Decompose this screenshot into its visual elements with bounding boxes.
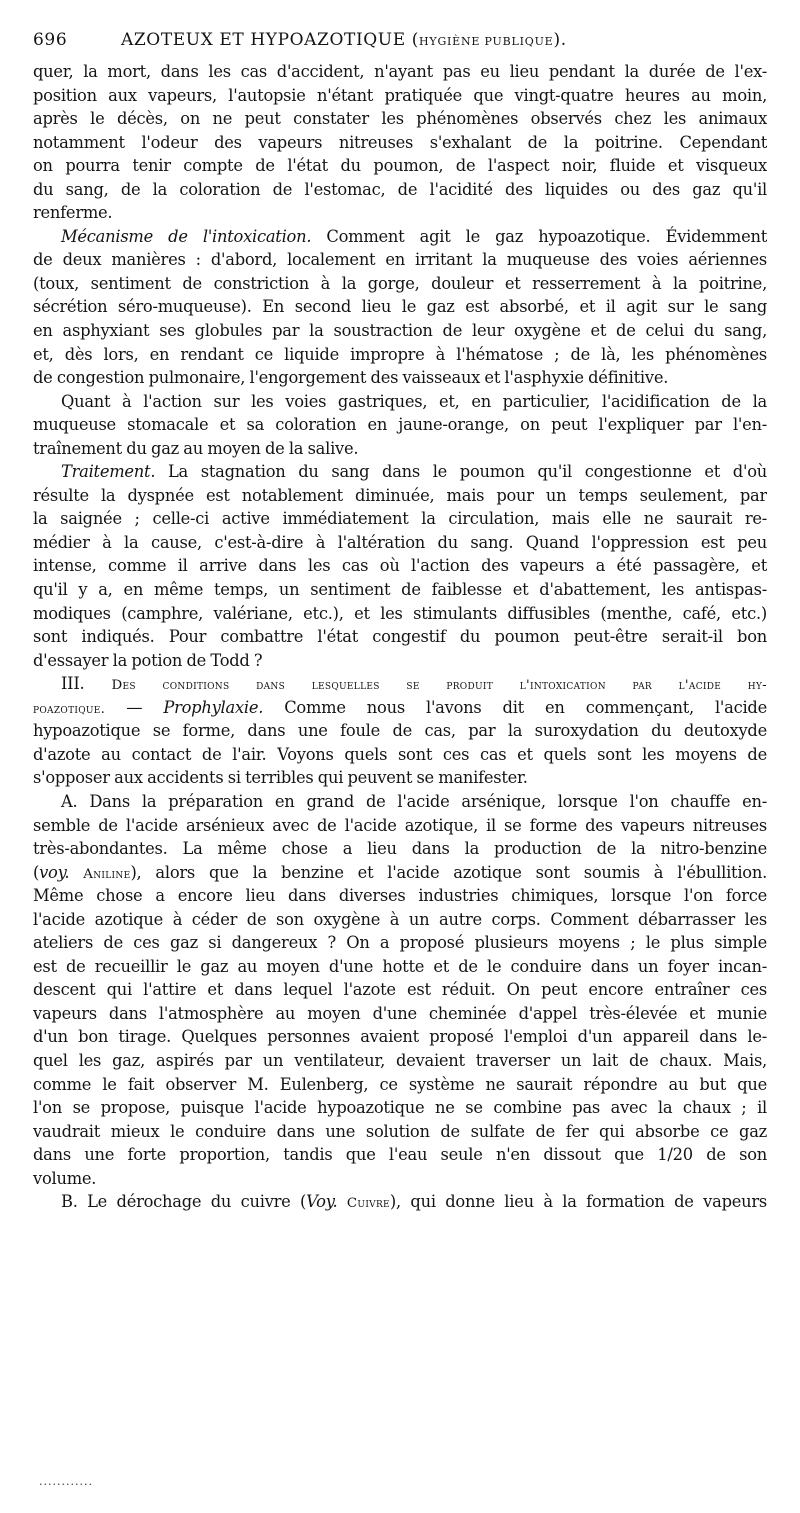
text-line: de congestion pulmonaire, l'engorgement des vaisseaux et l'asphyxie définitive. (33, 368, 669, 388)
running-title: AZOTEUX ET HYPOAZOTIQUE (HYGIÈNE PUBLIQUE). (121, 30, 567, 50)
text-line: quel les gaz, aspirés par un ventilateur, devaient traverser un lait de chaux. Mais, (33, 1050, 767, 1070)
paragraph-B (33, 1190, 767, 1214)
text-line: traînement du gaz au moyen de la salive. (33, 438, 359, 458)
text-line: on pourra tenir compte de l'état du poumon, de l'aspect noir, fluide et visqueux (33, 156, 767, 176)
paragraph-treatment (33, 460, 767, 672)
text-line: après le décès, on ne peut constater les phénomènes observés chez les animaux (33, 109, 767, 129)
text-line: comme le fait observer M. Eulenberg, ce système ne saurait répondre au but que (33, 1074, 767, 1094)
text-line: poazotique. — Prophylaxie. Comme nous l'avons dit en commençant, l'acide (33, 697, 767, 717)
cross-reference-aniline: Aniline (83, 866, 131, 882)
text-line: qu'il y a, en même temps, un sentiment de faiblesse et d'abattement, les antispas- (33, 580, 767, 600)
text-line: du sang, de la coloration de l'estomac, de l'acidité des liquides ou des gaz qu'il (33, 179, 767, 199)
paragraph-gastric (33, 390, 767, 461)
text-line: médier à la cause, c'est-à-dire à l'altération du sang. Quand l'oppression est peu (33, 532, 767, 552)
text-line: descent qui l'attire et dans lequel l'azote est réduit. On peut encore entraîner ces (33, 980, 767, 1000)
text-line: d'un bon tirage. Quelques personnes avaient proposé l'emploi d'un appareil dans le- (33, 1027, 767, 1047)
text-line: position aux vapeurs, l'autopsie n'étant pratiquée que vingt-quatre heures au moin, (33, 85, 767, 105)
text-line: en asphyxiant ses globules par la soustraction de leur oxygène et de celui du sang, (33, 321, 767, 341)
cross-reference-cuivre: Cuivre (346, 1196, 390, 1212)
text-line: modiques (camphre, valériane, etc.), et les stimulants diffusibles (menthe, café, etc.) (33, 603, 767, 623)
text-line: vapeurs dans l'atmosphère au moyen d'une cheminée d'appel très-élevée et munie (33, 1003, 767, 1023)
text-line: B. Le dérochage du cuivre (Voy. Cuivre), qui donne lieu à la formation de vapeurs (61, 1192, 767, 1212)
text-line: Traitement. La stagnation du sang dans le poumon qu'il congestionne et d'où (61, 462, 767, 482)
text-line: d'essayer la potion de Todd ? (33, 650, 263, 670)
text-line: vaudrait mieux le conduire dans une solution de sulfate de fer qui absorbe ce gaz (33, 1121, 767, 1141)
text-line: d'azote au contact de l'air. Voyons quels sont ces cas et quels sont les moyens de (33, 744, 767, 764)
text-line: de deux manières : d'abord, localement en irritant la muqueuse des voies aériennes (33, 250, 767, 270)
text-line: résulte la dyspnée est notablement diminuée, mais pour un temps seulement, par (33, 485, 767, 505)
text-line: et, dès lors, en rendant ce liquide impropre à l'hématose ; de là, les phénomènes (33, 344, 767, 364)
text-line: renferme. (33, 203, 113, 223)
text-line: Mécanisme de l'intoxication. Comment agit le gaz hypoazotique. Évidemment (61, 226, 767, 246)
text-line: volume. (33, 1168, 97, 1188)
text-line: Quant à l'action sur les voies gastriques, et, en particulier, l'acidification de la (61, 391, 767, 411)
text-line: l'acide azotique à céder de son oxygène à un autre corps. Comment débarrasser les (33, 909, 767, 929)
page-number: 696 (33, 30, 68, 50)
text-line: Même chose a encore lieu dans diverses industries chimiques, lorsque l'on force (33, 886, 767, 906)
text-line: III. Des conditions dans lesquelles se produit l'intoxication par l'acide hy- (61, 674, 767, 694)
text-line: ateliers de ces gaz si dangereux ? On a proposé plusieurs moyens ; le plus simple (33, 933, 767, 953)
section-heading-III: Des conditions dans lesquelles se produit l'intoxication par l'acide hy- (111, 678, 767, 694)
paragraph-mechanism (33, 225, 767, 390)
body-text (33, 60, 767, 1214)
text-line: hypoazotique se forme, dans une foule de cas, par la suroxydation du deutoxyde (33, 721, 767, 741)
paragraph-A (33, 790, 767, 1190)
text-line: dans une forte proportion, tandis que l'eau seule n'en dissout que 1/20 de son (33, 1145, 767, 1165)
text-line: A. Dans la préparation en grand de l'acide arsénique, lorsque l'on chauffe en- (61, 791, 767, 811)
section-heading-mechanism: Mécanisme de l'intoxication. (61, 226, 312, 246)
text-line: intense, comme il arrive dans les cas où l'action des vapeurs a été passagère, et (33, 556, 767, 576)
text-line: sécrétion séro-muqueuse). En second lieu le gaz est absorbé, et il agit sur le sang (33, 297, 767, 317)
text-line: (voy. Aniline), alors que la benzine et l'acide azotique sont soumis à l'ébullition. (33, 862, 767, 882)
text-line: quer, la mort, dans les cas d'accident, n'ayant pas eu lieu pendant la durée de l'ex- (33, 62, 767, 81)
paragraph-section-III (33, 672, 767, 790)
text-line: sont indiqués. Pour combattre l'état congestif du poumon peut-être serait-il bon (33, 627, 767, 647)
text-line: l'on se propose, puisque l'acide hypoazotique ne se combine pas avec la chaux ; il (33, 1098, 767, 1118)
footer-dots: ............ (39, 1475, 93, 1488)
paragraph-autopsy (33, 60, 767, 225)
text-line: s'opposer aux accidents si terribles qui peuvent se manifester. (33, 768, 528, 788)
book-page (33, 30, 767, 1214)
text-line: est de recueillir le gaz au moyen d'une hotte et de le conduire dans un foyer incan- (33, 956, 767, 976)
text-line: notamment l'odeur des vapeurs nitreuses s'exhalant de la poitrine. Cependant (33, 132, 767, 152)
text-line: muqueuse stomacale et sa coloration en jaune-orange, on peut l'expliquer par l'en- (33, 415, 767, 435)
text-line: la saignée ; celle-ci active immédiatement la circulation, mais elle ne saurait re- (33, 509, 767, 529)
running-head (33, 30, 767, 60)
section-heading-prophylaxis: Prophylaxie. (163, 697, 264, 717)
text-line: semble de l'acide arsénieux avec de l'acide azotique, il se forme des vapeurs nitreuses (33, 815, 767, 835)
section-heading-treatment: Traitement. (61, 462, 156, 482)
text-line: très-abondantes. La même chose a lieu dans la production de la nitro-benzine (33, 839, 767, 859)
text-line: (toux, sentiment de constriction à la gorge, douleur et resserrement à la poitrine, (33, 273, 767, 293)
